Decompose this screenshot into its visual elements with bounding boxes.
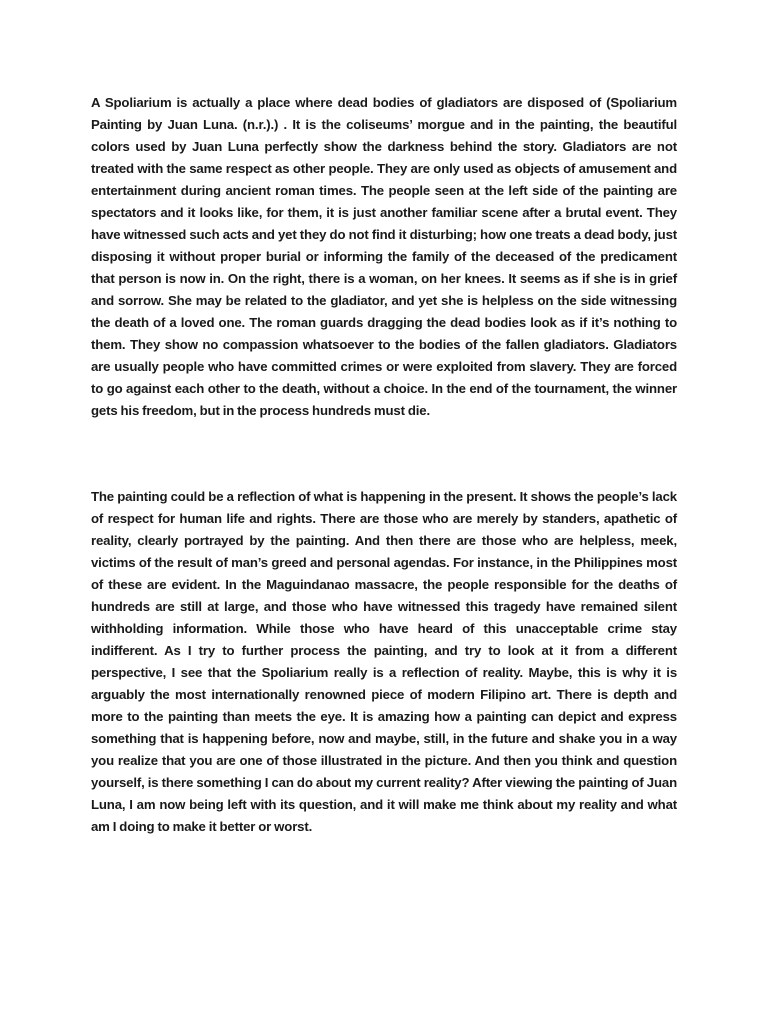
body-paragraph-1: A Spoliarium is actually a place where dead bodies of gladiators are disposed of (Spoliarium Painting by Juan Luna. (n.r.).) . It is the coliseums’ morgue and in the painting, the beautiful colors used by Juan Luna perfectly show the darkness behind the story. Gladiators are not treated with the same respect as other people. They are only used as objects of amusement and entertainment during ancient roman times. The people seen at the left side of the painting are spectators and it looks like, for them, it is just another familiar scene after a brutal event. They have witnessed such acts and yet they do not find it disturbing; how one treats a dead body, just disposing it without proper burial or informing the family of the deceased of the predicament that person is now in. On the right, there is a woman, on her knees. It seems as if she is in grief and sorrow. She may be related to the gladiator, and yet she is helpless on the side witnessing the death of a loved one. The roman guards dragging the dead bodies look as if it’s nothing to them. They show no compassion whatsoever to the bodies of the fallen gladiators. Gladiators are usually people who have committed crimes or were exploited from slavery. They are forced to go against each other to the death, without a choice. In the end of the tournament, the winner gets his freedom, but in the process hundreds must die. <box>91 95 677 418</box>
body-paragraph-2: The painting could be a reflection of what is happening in the present. It shows the people’s lack of respect for human life and rights. There are those who are merely by standers, apathetic of reality, clearly portrayed by the painting. And then there are those who are helpless, meek, victims of the result of man’s greed and personal agendas. For instance, in the Philippines most of these are evident. In the Maguindanao massacre, the people responsible for the deaths of hundreds are still at large, and those who have witnessed this tragedy have remained silent withholding information. While those who have heard of this unacceptable crime stay indifferent. As I try to further process the painting, and try to look at it from a different perspective, I see that the Spoliarium really is a reflection of reality. Maybe, this is why it is arguably the most internationally renowned piece of modern Filipino art. There is depth and more to the painting than meets the eye. It is amazing how a painting can depict and express something that is happening before, now and maybe, still, in the future and shake you in a way you realize that you are one of those illustrated in the picture. And then you think and question yourself, is there something I can do about my current reality? After viewing the painting of Juan Luna, I am now being left with its question, and it will make me think about my reality and what am I doing to make it better or worst. <box>91 489 677 834</box>
